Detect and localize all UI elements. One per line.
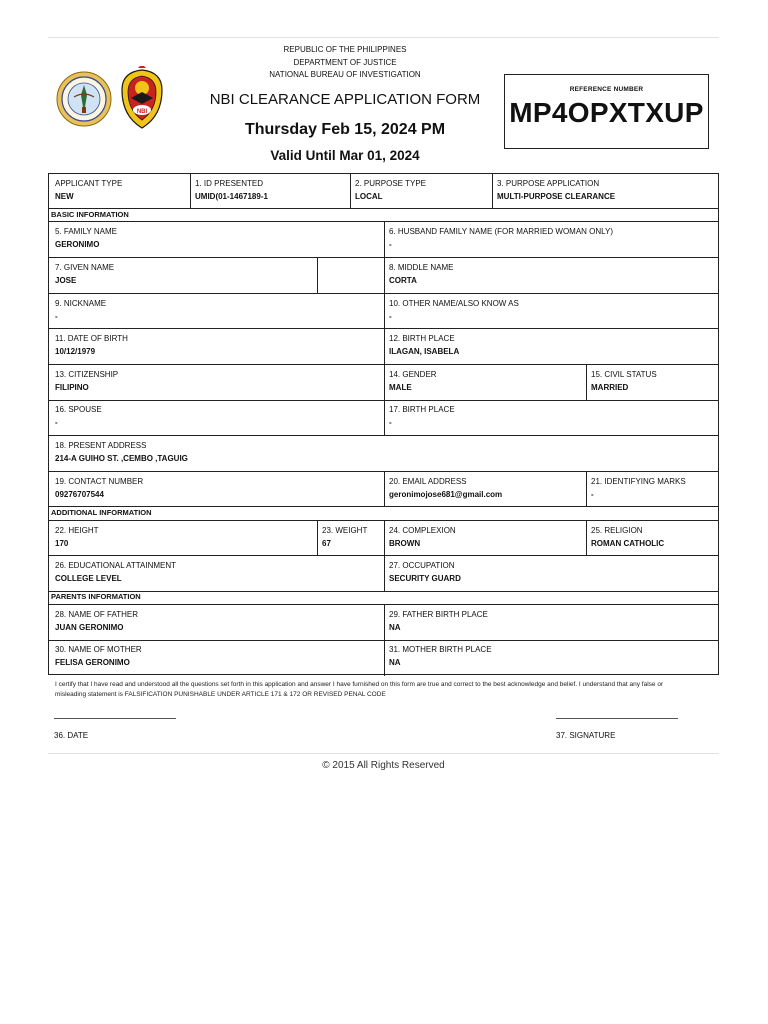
middle-name-label: 8. MIDDLE NAME [389,263,454,272]
valid-until: Valid Until Mar 01, 2024 [270,148,420,163]
application-date: Thursday Feb 15, 2024 PM [244,121,446,138]
spouse-value: - [55,417,58,427]
parents-information-heading: PARENTS INFORMATION [51,592,141,601]
contact-number-label: 19. CONTACT NUMBER [55,477,144,486]
id-presented-value: UMID(01-1467189-1 [195,191,268,201]
height-value: 170 [55,538,69,548]
other-name-value: - [389,311,392,321]
father-name-label: 28. NAME OF FATHER [55,610,138,619]
identifying-marks-label: 21. IDENTIFYING MARKS [591,477,686,486]
mother-birth-place-field [389,644,492,669]
nbi-logo-text: NBI [136,109,148,115]
purpose-type-value: LOCAL [355,191,383,201]
purpose-application-value: MULTI-PURPOSE CLEARANCE [497,191,616,201]
religion-label: 25. RELIGION [591,526,643,535]
weight-value: 67 [322,538,331,548]
certification-line-2: misleading statement is FALSIFICATION PUNISHABLE UNDER ARTICLE 171 & 172 OR REVISED PENAL CODE [55,690,386,698]
signature-label: 37. SIGNATURE [556,731,616,740]
given-name-label: 7. GIVEN NAME [55,263,115,272]
date-label: 36. DATE [54,731,89,740]
husband-family-name-label: 6. HUSBAND FAMILY NAME (FOR MARRIED WOMAN ONLY) [389,227,614,236]
contact-number-value: 09276707544 [55,489,104,499]
complexion-value: BROWN [389,538,421,548]
doj-seal-icon [56,71,112,127]
religion-field [591,525,664,550]
applicant-type-label: APPLICANT TYPE [55,179,123,188]
email-label: 20. EMAIL ADDRESS [389,477,467,486]
birth-place-field [389,333,459,358]
citizenship-value: FILIPINO [55,382,89,392]
additional-information-heading: ADDITIONAL INFORMATION [51,508,152,517]
top-divider [48,37,719,38]
nbi-logo-icon [114,66,170,132]
height-label: 22. HEIGHT [55,526,99,535]
contact-number-field [55,476,143,501]
spouse-birth-place-value: - [389,417,392,427]
applicant-type-field [55,178,122,203]
middle-name-field [389,262,453,287]
identifying-marks-value: - [591,489,594,499]
id-presented-label: 1. ID PRESENTED [195,179,264,188]
present-address-label: 18. PRESENT ADDRESS [55,441,147,450]
other-name-label: 10. OTHER NAME/ALSO KNOW AS [389,299,519,308]
mother-birth-place-label: 31. MOTHER BIRTH PLACE [389,645,492,654]
applicant-signature-line [556,718,678,719]
family-name-field [55,226,117,251]
date-signature-line [54,718,176,719]
citizenship-field [55,369,118,394]
certification-statement [55,680,705,699]
family-name-value: GERONIMO [55,239,100,249]
complexion-label: 24. COMPLEXION [389,526,456,535]
email-value: geronimojose681@gmail.com [389,489,503,499]
mother-birth-place-value: NA [389,657,401,667]
education-value: COLLEGE LEVEL [55,573,122,583]
certification-line-1: I certify that I have read and understood all the questions set forth in this application and answer I have furnished on this form are true and correct to the best acknowledge and belief. I understand that any false or [55,681,664,688]
father-birth-place-value: NA [389,622,401,632]
basic-information-heading: BASIC INFORMATION [51,210,129,219]
father-birth-place-label: 29. FATHER BIRTH PLACE [389,610,488,619]
husband-family-name-value: - [389,239,392,249]
religion-value: ROMAN CATHOLIC [591,538,665,548]
middle-name-value: CORTA [389,275,417,285]
reference-number: MP4OPXTXUP [509,97,704,128]
occupation-field [389,560,461,585]
copyright-footer: © 2015 All Rights Reserved [322,760,445,771]
reference-label: REFERENCE NUMBER [569,86,644,93]
father-name-value: JUAN GERONIMO [55,622,124,632]
identifying-marks-field [591,476,686,501]
email-field [389,476,502,501]
gender-value: MALE [389,382,412,392]
husband-family-name-field [389,226,613,251]
purpose-application-label: 3. PURPOSE APPLICATION [497,179,600,188]
header-republic: REPUBLIC OF THE PHILIPPINES [283,45,407,54]
footer-divider [48,753,719,754]
purpose-type-field [355,178,426,203]
education-field [55,560,176,585]
citizenship-label: 13. CITIZENSHIP [55,370,119,379]
mother-name-value: FELISA GERONIMO [55,657,130,667]
reference-box [504,74,709,149]
date-of-birth-field [55,333,128,358]
birth-place-label: 12. BIRTH PLACE [389,334,455,343]
given-name-value: JOSE [55,275,77,285]
form-title: NBI CLEARANCE APPLICATION FORM [209,91,481,108]
family-name-label: 5. FAMILY NAME [55,227,117,236]
height-field [55,525,99,550]
other-name-field [389,298,519,323]
occupation-value: SECURITY GUARD [389,573,461,583]
father-birth-place-field [389,609,488,634]
nickname-value: - [55,311,58,321]
mother-name-label: 30. NAME OF MOTHER [55,645,142,654]
id-presented-field [195,178,268,203]
purpose-application-field [497,178,615,203]
nickname-label: 9. NICKNAME [55,299,107,308]
present-address-value: 214-A GUIHO ST. ,CEMBO ,TAGUIG [55,453,188,463]
header-bureau: NATIONAL BUREAU OF INVESTIGATION [269,70,421,79]
header-department: DEPARTMENT OF JUSTICE [293,58,397,67]
spouse-label: 16. SPOUSE [55,405,102,414]
education-label: 26. EDUCATIONAL ATTAINMENT [55,561,177,570]
mother-name-field [55,644,142,669]
application-form-table [48,173,719,675]
father-name-field [55,609,138,634]
given-name-field [55,262,114,287]
gender-label: 14. GENDER [389,370,437,379]
weight-field [322,525,367,550]
occupation-label: 27. OCCUPATION [389,561,455,570]
present-address-field [55,440,188,465]
applicant-type-value: NEW [55,191,74,201]
gender-field [389,369,437,394]
spouse-birth-place-label: 17. BIRTH PLACE [389,405,455,414]
birth-place-value: ILAGAN, ISABELA [389,346,460,356]
civil-status-label: 15. CIVIL STATUS [591,370,657,379]
weight-label: 23. WEIGHT [322,526,368,535]
purpose-type-label: 2. PURPOSE TYPE [355,179,426,188]
civil-status-value: MARRIED [591,382,629,392]
date-of-birth-label: 11. DATE OF BIRTH [55,334,128,343]
spouse-field [55,404,102,429]
nickname-field [55,298,106,323]
complexion-field [389,525,456,550]
civil-status-field [591,369,657,394]
spouse-birth-place-field [389,404,455,429]
date-of-birth-value: 10/12/1979 [55,346,96,356]
